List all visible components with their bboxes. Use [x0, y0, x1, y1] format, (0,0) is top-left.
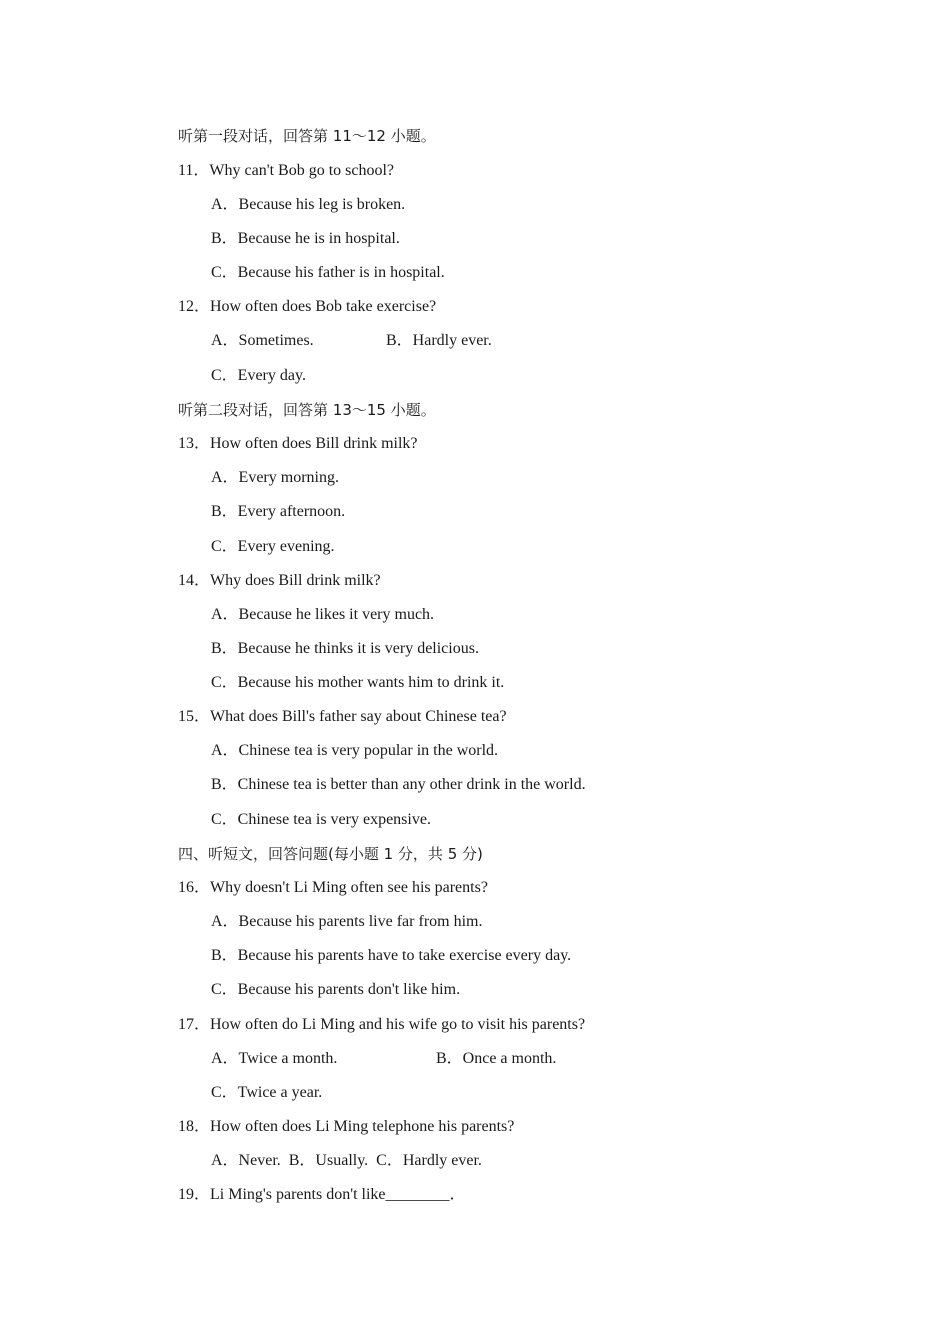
question-14: 14．Why does Bill drink milk?	[178, 572, 381, 589]
section-4-heading: 四、听短文，回答问题(每小题 1 分，共 5 分)	[178, 845, 483, 863]
question-11-option-b: B．Because he is in hospital.	[211, 230, 400, 247]
question-16-option-b: B．Because his parents have to take exercise every day.	[211, 947, 572, 964]
section-intro-dialogue-1: 听第一段对话，回答第 11～12 小题。	[178, 127, 436, 145]
question-12-option-a: A．Sometimes.	[211, 332, 314, 349]
question-11-option-a: A．Because his leg is broken.	[211, 196, 406, 213]
question-15-option-a: A．Chinese tea is very popular in the world.	[211, 742, 499, 759]
question-16: 16．Why doesn't Li Ming often see his parents?	[178, 879, 488, 896]
question-14-option-b: B．Because he thinks it is very delicious.	[211, 640, 479, 657]
question-11-option-c: C．Because his father is in hospital.	[211, 264, 445, 281]
question-13-option-b: B．Every afternoon.	[211, 503, 346, 520]
question-13-option-a: A．Every morning.	[211, 469, 339, 486]
question-15-option-c: C．Chinese tea is very expensive.	[211, 811, 431, 828]
question-19: 19．Li Ming's parents don't like________．	[178, 1186, 466, 1203]
question-12: 12．How often does Bob take exercise?	[178, 298, 437, 315]
question-17-option-a: A．Twice a month.	[211, 1050, 338, 1067]
question-18-options: A．Never. B．Usually. C．Hardly ever.	[211, 1152, 482, 1169]
question-13: 13．How often does Bill drink milk?	[178, 435, 418, 452]
question-16-option-a: A．Because his parents live far from him.	[211, 913, 483, 930]
question-13-option-c: C．Every evening.	[211, 538, 335, 555]
question-14-option-a: A．Because he likes it very much.	[211, 606, 435, 623]
question-17-option-b: B．Once a month.	[436, 1050, 557, 1067]
question-15: 15．What does Bill's father say about Chinese tea?	[178, 708, 507, 725]
question-12-option-c: C．Every day.	[211, 367, 306, 384]
section-intro-dialogue-2: 听第二段对话，回答第 13～15 小题。	[178, 401, 436, 419]
question-15-option-b: B．Chinese tea is better than any other drink in the world.	[211, 776, 586, 793]
question-17: 17．How often do Li Ming and his wife go to visit his parents?	[178, 1016, 586, 1033]
question-17-option-c: C．Twice a year.	[211, 1084, 323, 1101]
question-12-option-b: B．Hardly ever.	[386, 332, 492, 349]
question-18: 18．How often does Li Ming telephone his parents?	[178, 1118, 515, 1135]
question-14-option-c: C．Because his mother wants him to drink it.	[211, 674, 505, 691]
question-11: 11．Why can't Bob go to school?	[178, 162, 395, 179]
question-16-option-c: C．Because his parents don't like him.	[211, 981, 461, 998]
